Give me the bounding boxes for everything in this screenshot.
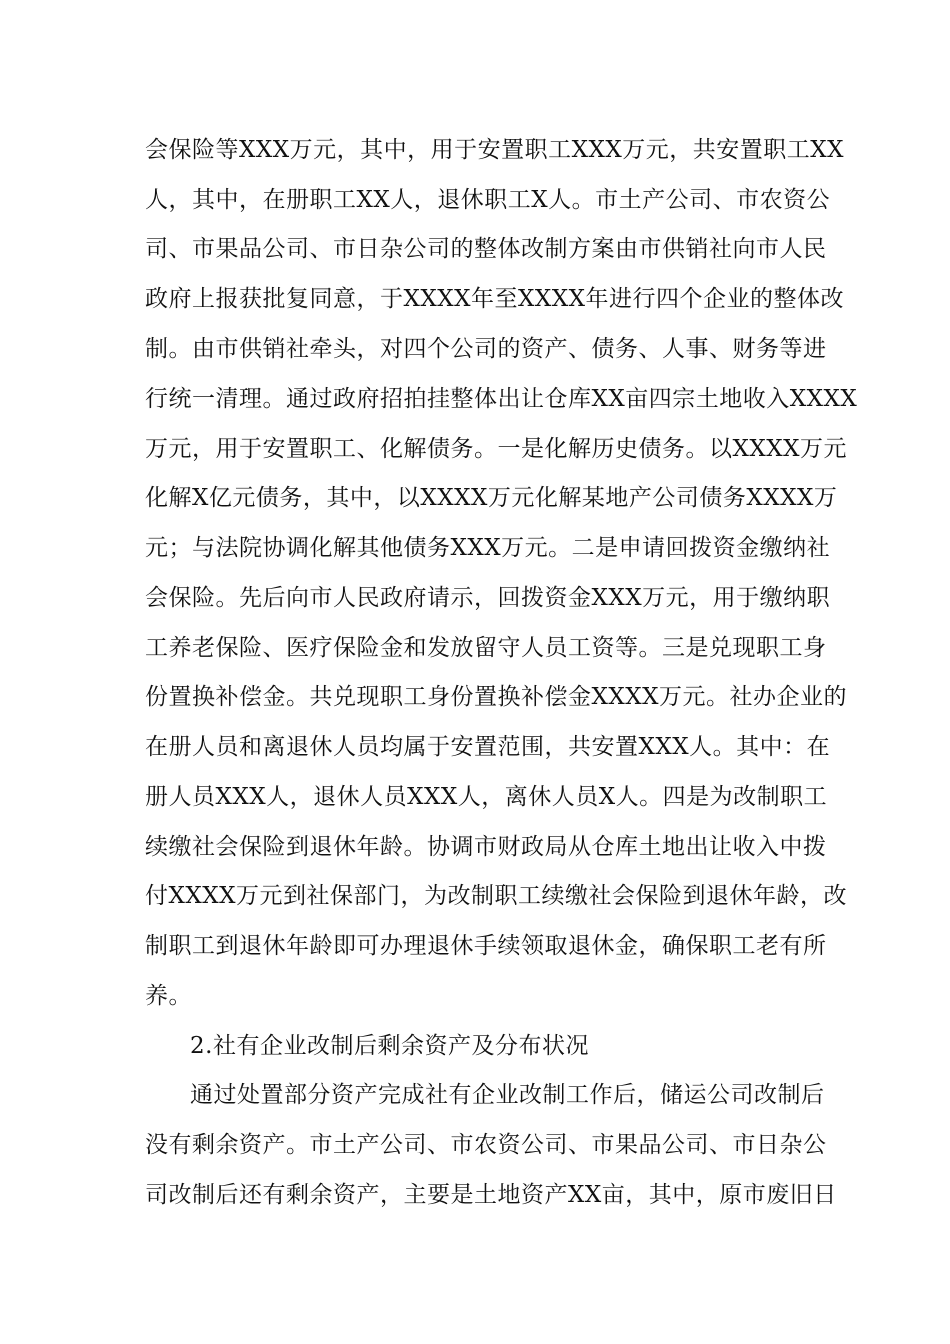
body-text-line: 司改制后还有剩余资产，主要是土地资产XX亩，其中，原市废旧日 <box>145 1182 837 1208</box>
body-text-line: 会保险。先后向市人民政府请示，回拨资金XXX万元，用于缴纳职 <box>145 585 831 611</box>
body-text-line: 份置换补偿金。共兑现职工身份置换补偿金XXXX万元。社办企业的 <box>145 684 847 710</box>
body-text-line: 册人员XXX人，退休人员XXX人，离休人员X人。四是为改制职工 <box>145 784 828 810</box>
body-text-line: 在册人员和离退休人员均属于安置范围，共安置XXX人。其中：在 <box>145 734 831 760</box>
body-text-line: 化解X亿元债务，其中，以XXXX万元化解某地产公司债务XXXX万 <box>145 485 838 511</box>
body-text-line: 没有剩余资产。市土产公司、市农资公司、市果品公司、市日杂公 <box>145 1132 827 1158</box>
body-text-line: 政府上报获批复同意，于XXXX年至XXXX年进行四个企业的整体改 <box>145 286 844 312</box>
body-text-line: 会保险等XXX万元，其中，用于安置职工XXX万元，共安置职工XX <box>145 137 844 163</box>
body-text-line: 通过处置部分资产完成社有企业改制工作后，储运公司改制后 <box>190 1082 825 1108</box>
body-text-line: 元；与法院协调化解其他债务XXX万元。二是申请回拨资金缴纳社 <box>145 535 831 561</box>
body-text-line: 续缴社会保险到退休年龄。协调市财政局从仓库土地出让收入中拨 <box>145 834 827 860</box>
body-text-line: 行统一清理。通过政府招拍挂整体出让仓库XX亩四宗土地收入XXXX <box>145 386 858 412</box>
body-text-line: 工养老保险、医疗保险金和发放留守人员工资等。三是兑现职工身 <box>145 635 827 661</box>
body-text-line: 制。由市供销社牵头，对四个公司的资产、债务、人事、财务等进 <box>145 336 827 362</box>
body-text-line: 养。 <box>145 983 192 1009</box>
body-text-line: 人，其中，在册职工XX人，退休职工X人。市土产公司、市农资公 <box>145 187 831 213</box>
body-text-line: 付XXXX万元到社保部门，为改制职工续缴社会保险到退休年龄，改 <box>145 883 847 909</box>
body-text-line: 制职工到退休年龄即可办理退休手续领取退休金，确保职工老有所 <box>145 933 827 959</box>
body-text-line: 司、市果品公司、市日杂公司的整体改制方案由市供销社向市人民 <box>145 236 827 262</box>
body-text-line: 万元，用于安置职工、化解债务。一是化解历史债务。以XXXX万元 <box>145 436 847 462</box>
section-heading: 2.社有企业改制后剩余资产及分布状况 <box>190 1033 589 1059</box>
